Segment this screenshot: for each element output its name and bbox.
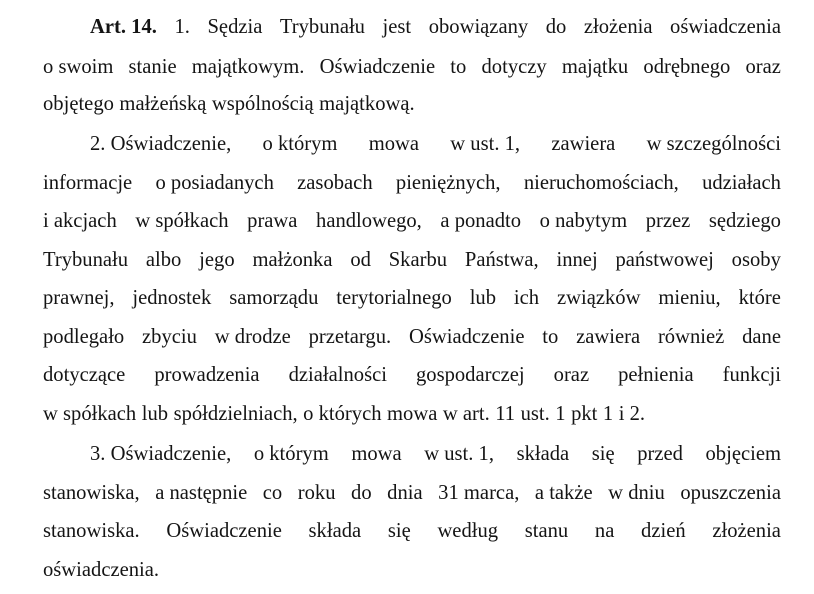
word: 1	[602, 403, 614, 425]
word: Oświadczenie	[319, 56, 436, 78]
word: dotyczy	[481, 56, 547, 78]
word: Trybunału	[279, 16, 365, 38]
word: to	[542, 326, 559, 348]
word: Sędzia	[207, 16, 263, 38]
text-line	[43, 518, 781, 544]
word: od	[350, 249, 371, 271]
word: złożenia	[583, 16, 653, 38]
word: na	[594, 520, 615, 542]
word: dane	[742, 326, 781, 348]
word: dotyczące	[43, 364, 126, 386]
word: o swoim	[43, 56, 114, 78]
word: o nabytym	[539, 210, 628, 232]
word: w ust. 1,	[450, 133, 521, 155]
word: małżeńską	[119, 93, 207, 115]
word: zasobach	[297, 172, 373, 194]
word: o którym	[262, 133, 338, 155]
word: działalności	[288, 364, 387, 386]
text-line	[43, 247, 781, 273]
word: stanie	[128, 56, 177, 78]
word: terytorialnego	[336, 287, 452, 309]
word: 11	[495, 403, 516, 425]
word: jednostek	[132, 287, 212, 309]
word: w drodze	[214, 326, 291, 348]
word: co	[262, 482, 283, 504]
word: opuszczenia	[680, 482, 781, 504]
word: które	[738, 287, 781, 309]
word: 2. Oświadczenie,	[90, 133, 232, 155]
word: o którym	[253, 443, 329, 465]
word: przetargu.	[308, 326, 392, 348]
word: do	[545, 16, 567, 38]
word: samorządu	[229, 287, 319, 309]
word: małżonka	[252, 249, 333, 271]
word: stanu	[524, 520, 569, 542]
word: a następnie	[155, 482, 248, 504]
word: funkcji	[722, 364, 781, 386]
word: zawiera	[551, 133, 616, 155]
text-line	[43, 480, 781, 506]
word: w ust. 1,	[424, 443, 494, 465]
word: nieruchomościach,	[523, 172, 679, 194]
word: wspólnością	[211, 93, 314, 115]
word: mieniu,	[658, 287, 721, 309]
word: do	[351, 482, 372, 504]
word: objętego	[43, 93, 114, 115]
word: 1.	[174, 16, 190, 38]
word: złożenia	[712, 520, 781, 542]
word: oświadczenia.	[43, 559, 160, 581]
word: majątkową.	[319, 93, 415, 115]
word: ich	[513, 287, 540, 309]
word: zbyciu	[142, 326, 197, 348]
word: i akcjach	[43, 210, 117, 232]
word: mowa	[368, 133, 420, 155]
word: a także	[534, 482, 593, 504]
word: osoby	[731, 249, 781, 271]
word: podlegało	[43, 326, 125, 348]
text-line	[43, 208, 781, 234]
word: obowiązany	[428, 16, 529, 38]
text-line	[43, 91, 781, 117]
word: oświadczenia	[670, 16, 781, 38]
word: jest	[382, 16, 412, 38]
word: dzień	[641, 520, 686, 542]
text-line	[43, 285, 781, 311]
word: i 2.	[618, 403, 646, 425]
word: a ponadto	[440, 210, 522, 232]
word: stanowiska.	[43, 520, 140, 542]
word: pełnienia	[618, 364, 694, 386]
word: innej	[556, 249, 598, 271]
word: się	[387, 520, 411, 542]
word: mowa	[351, 443, 402, 465]
word: Oświadczenie	[408, 326, 525, 348]
word: roku	[297, 482, 336, 504]
word: albo	[145, 249, 182, 271]
word: informacje	[43, 172, 133, 194]
text-line	[43, 324, 781, 350]
word: związków	[556, 287, 641, 309]
article-heading: Art. 14.	[90, 16, 157, 38]
word: majątku	[561, 56, 629, 78]
word: zawiera	[576, 326, 641, 348]
text-line	[43, 170, 781, 196]
word: również	[657, 326, 725, 348]
word: o których	[303, 403, 382, 425]
word: w spółkach	[135, 210, 229, 232]
word: Skarbu	[388, 249, 448, 271]
word: w dniu	[608, 482, 665, 504]
text-line	[43, 362, 781, 388]
word: 1	[555, 403, 566, 425]
word: w spółkach	[43, 403, 137, 425]
word: jego	[199, 249, 235, 271]
word: majątkowym.	[191, 56, 305, 78]
word: spółdzielniach,	[173, 403, 298, 425]
word: się	[591, 443, 615, 465]
word: pkt	[571, 403, 598, 425]
word: państwowej	[615, 249, 714, 271]
word: prowadzenia	[154, 364, 260, 386]
word: prawnej,	[43, 287, 115, 309]
word: to	[450, 56, 467, 78]
word: gospodarczej	[415, 364, 525, 386]
word: lub	[141, 403, 169, 425]
text-line	[90, 441, 781, 467]
word: oraz	[553, 364, 590, 386]
word: dnia	[387, 482, 423, 504]
word: lub	[469, 287, 497, 309]
word: 3. Oświadczenie,	[90, 443, 232, 465]
word: składa	[516, 443, 570, 465]
text-line	[43, 557, 781, 583]
word: stanowiska,	[43, 482, 140, 504]
word: mowa	[387, 403, 438, 425]
word: 31 marca,	[438, 482, 520, 504]
word: w szczególności	[646, 133, 781, 155]
word: według	[437, 520, 499, 542]
word: przed	[637, 443, 683, 465]
word: oraz	[745, 56, 781, 78]
text-line	[43, 54, 781, 80]
word: składa	[308, 520, 362, 542]
word: Państwa,	[464, 249, 539, 271]
word: udziałach	[702, 172, 781, 194]
text-line	[43, 401, 781, 427]
word: ust.	[520, 403, 550, 425]
word: odrębnego	[643, 56, 731, 78]
word: o posiadanych	[155, 172, 274, 194]
text-line	[90, 14, 781, 40]
word: handlowego,	[316, 210, 422, 232]
word: sędziego	[708, 210, 781, 232]
word: w art.	[442, 403, 490, 425]
word: przez	[645, 210, 691, 232]
word: pieniężnych,	[395, 172, 501, 194]
word: prawa	[247, 210, 298, 232]
word: Oświadczenie	[166, 520, 282, 542]
text-line	[90, 131, 781, 157]
word: objęciem	[705, 443, 781, 465]
word: Trybunału	[43, 249, 129, 271]
